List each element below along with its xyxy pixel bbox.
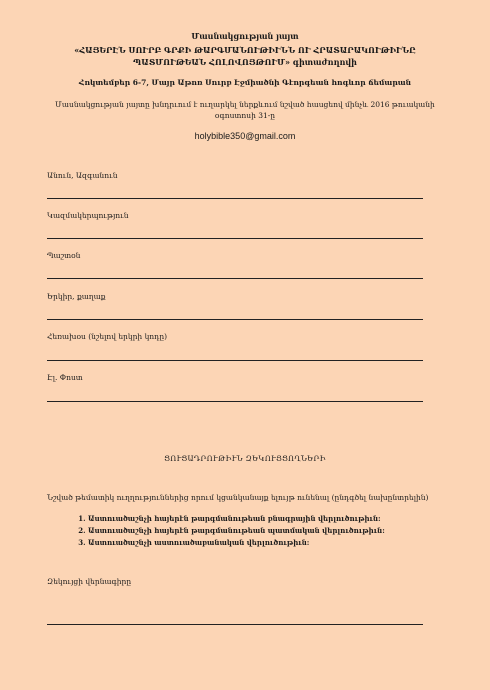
field-label-phone: Հեռախօս (նշելով երկրի կոդը) [47,332,168,341]
field-label-organization: Կազմակերպություն [47,211,129,220]
field-label-report-title: Զեկույցի վերնագիրը [47,577,132,586]
field-line-name[interactable] [47,198,423,199]
submission-instructions: Մասնակցության յայտը խնդրւում է ուղարկել ներքևում նշված հասցեով մինչև 2016 թուականի օգոստոսի 31-ը [55,100,435,120]
field-line-report-title[interactable] [47,624,423,625]
topic-direction-item[interactable]: 3. Աստուածաշնչի աստուածաբանական վերլուծութիւն: [88,538,385,548]
topic-direction-list [60,514,385,550]
field-line-organization[interactable] [47,238,423,239]
topic-direction-item[interactable]: 2. Աստուածաշնչի հայերէն թարգմանութեան պատմական վերլուծութիւն: [88,526,385,536]
form-title: Մասնակցության յայտ [191,31,299,41]
field-line-email[interactable] [47,401,423,402]
topic-direction-note: Նշված թեմատիկ ուղղություններից որում կցանկանայք ելույթ ունենալ (ընդգծել նախընտրելին) [47,493,429,502]
event-date-place: Հոկտեմբեր 6-7, Մայր Աթոռ Սուրբ Էջմիածնի Գէորգեան հոգևոր ճեմարան [78,78,412,87]
field-line-position[interactable] [47,278,423,279]
field-label-country-city: Երկիր, քաղաք [47,292,106,301]
field-line-phone[interactable] [47,360,423,361]
field-line-country-city[interactable] [47,319,423,320]
field-label-position: Պաշտօն [47,251,81,260]
field-label-name: Անուն, Ազգանուն [47,171,118,180]
field-label-email: Էլ. Փոստ [47,373,83,382]
event-title: «ՀԱՅԵՐԷՆ ՍՈՒՐԲ ԳՐՔԻ ԹԱՐԳՄԱՆՈՒԹԻՒՆՆ ՈՒ ՀՐԱՏԱՐԱԿՈՒԹԻՒՆԸ ՊԱՏՄՈՒԹԵԱՆ ՀՈԼՈՎՈՅԹՈՒՄ» գիտաժողովի [74,45,416,67]
section-title-requirements: ՑՈՒՑԱԴՐՈՒԹԻՒՆ ԶԵԿՈՒՅՑՈՂՆԵՐԻ [164,454,326,463]
topic-direction-item[interactable]: 1. Աստուածաշնչի հայերէն թարգմանութեան բնագրային վերլուծութիւն: [88,514,385,524]
contact-email[interactable]: holybible350@gmail.com [194,131,296,141]
